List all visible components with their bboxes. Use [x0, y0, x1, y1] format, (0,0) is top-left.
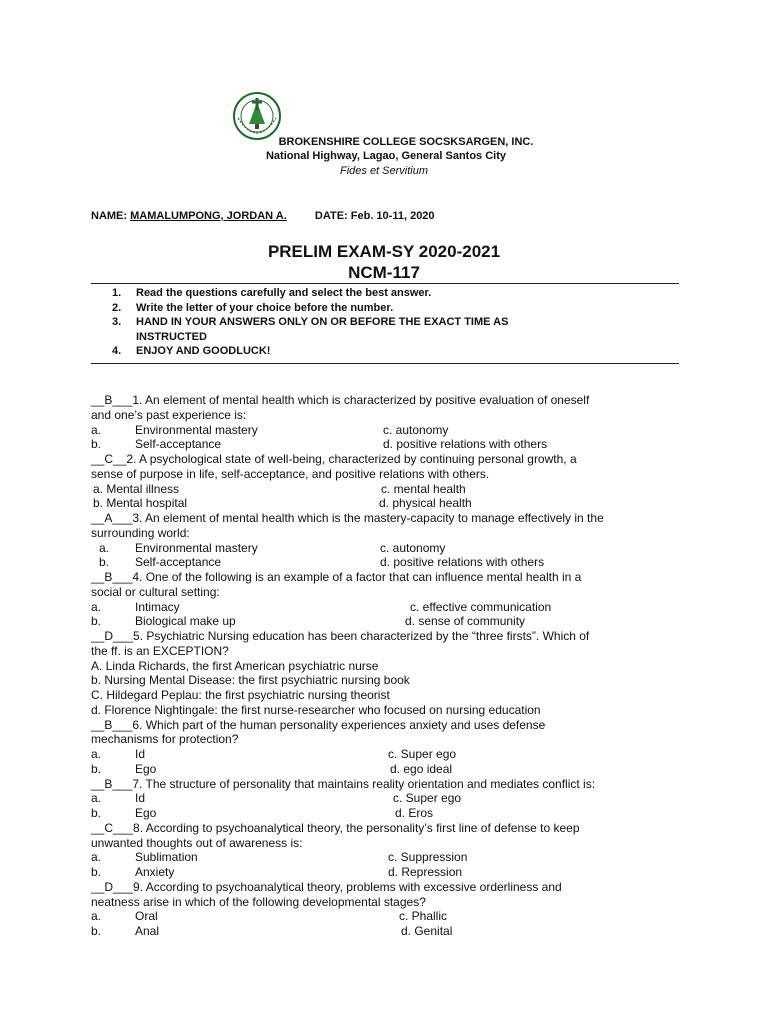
question-8-options-ac: a. Sublimation c. Suppression	[91, 850, 468, 865]
school-name: BROKENSHIRE COLLEGE SOCSKSARGEN, INC.	[278, 136, 534, 148]
question-1-options-ac: a. Environmental mastery c. autonomy	[91, 422, 449, 437]
question-3-stem-cont: surrounding world:	[91, 525, 190, 540]
question-9-options-bd: b. Anal d. Genital	[91, 924, 453, 938]
question-8-options-bd: b. Anxiety d. Repression	[91, 865, 463, 879]
school-motto: Fides et Servitium	[339, 165, 429, 177]
divider-bottom	[91, 363, 679, 364]
question-5-stem-cont: the ff. is an EXCEPTION?	[91, 643, 229, 658]
question-2-options-bd: b. Mental hospital d. physical health	[93, 496, 472, 511]
instructions-list	[112, 286, 672, 359]
date-label: DATE:	[314, 210, 348, 222]
question-3-options-ac: a. Environmental mastery c. autonomy	[99, 540, 446, 555]
question-8-stem: __C___8. According to psychoanalytical theory, the personality’s first line of defense to keep	[91, 820, 580, 835]
question-4-options-bd: b. Biological make up d. sense of community	[91, 614, 526, 629]
question-3-stem: __A___3. An element of mental health which is the mastery-capacity to manage effectively in the	[91, 511, 604, 525]
question-2-options-ac: a. Mental illness c. mental health	[93, 481, 466, 496]
school-address: National Highway, Lagao, General Santos City	[265, 150, 506, 162]
question-6-options-bd: b. Ego d. ego ideal	[91, 761, 453, 776]
question-1-stem: __B___1. An element of mental health which is characterized by positive evaluation of oneself	[91, 393, 590, 407]
questions-section	[91, 393, 681, 939]
question-7-options-bd: b. Ego d. Eros	[91, 806, 434, 820]
question-1-stem-cont: and one’s past experience is:	[91, 407, 247, 422]
question-5-option-a: A. Linda Richards, the first American psychiatric nurse	[91, 658, 379, 673]
question-2-stem: __C__2. A psychological state of well-being, characterized by continuing personal growth, a	[91, 452, 577, 466]
instruction-item: 4. ENJOY AND GOODLUCK!	[112, 345, 271, 358]
exam-subject: NCM-117	[348, 263, 420, 282]
question-4-stem-cont: social or cultural setting:	[91, 584, 220, 599]
question-5-stem: __D___5. Psychiatric Nursing education has been characterized by the “three firsts”. Which of	[91, 629, 590, 643]
instruction-item: 2. Write the letter of your choice before the number.	[112, 301, 394, 314]
question-9-options-ac: a. Oral c. Phallic	[91, 909, 448, 924]
question-4-stem: __B___4. One of the following is an example of a factor that can influence mental health in a	[91, 570, 582, 584]
instruction-item: INSTRUCTED	[136, 330, 207, 343]
student-info-line	[91, 210, 435, 222]
question-6-stem-cont: mechanisms for protection?	[91, 732, 239, 747]
divider-top	[91, 283, 679, 284]
name-label: NAME:	[91, 210, 128, 222]
question-5-option-c: C. Hildegard Peplau: the first psychiatric nursing theorist	[91, 688, 390, 702]
instruction-item: 1. Read the questions carefully and select the best answer.	[112, 287, 432, 299]
question-1-options-bd: b. Self-acceptance d. positive relations with others	[91, 437, 548, 452]
instruction-item: 3. HAND IN YOUR ANSWERS ONLY ON OR BEFORE THE EXACT TIME AS	[112, 316, 509, 329]
question-6-stem: __B___6. Which part of the human personality experiences anxiety and uses defense	[91, 717, 546, 732]
date-value: Feb. 10-11, 2020	[350, 210, 435, 222]
question-9-stem-cont: neatness arise in which of the following developmental stages?	[91, 894, 426, 909]
question-6-options-ac: a. Id c. Super ego	[91, 747, 457, 761]
question-2-stem-cont: sense of purpose in life, self-acceptance, and positive relations with others.	[91, 466, 490, 481]
question-3-options-bd: b. Self-acceptance d. positive relations with others	[99, 555, 545, 570]
name-value: MAMALUMPONG, JORDAN A.	[130, 210, 287, 222]
exam-title: PRELIM EXAM-SY 2020-2021	[267, 242, 501, 261]
question-8-stem-cont: unwanted thoughts out of awareness is:	[91, 835, 303, 850]
question-7-stem: __B___7. The structure of personality that maintains reality orientation and mediates conflict is:	[91, 776, 596, 791]
question-7-options-ac: a. Id c. Super ego	[91, 791, 462, 806]
question-5-option-d: d. Florence Nightingale: the first nurse-researcher who focused on nursing education	[91, 702, 541, 717]
question-9-stem: __D___9. According to psychoanalytical theory, problems with excessive orderliness and	[91, 879, 562, 894]
question-4-options-ac: a. Intimacy c. effective communication	[91, 599, 552, 614]
question-5-option-b: b. Nursing Mental Disease: the first psychiatric nursing book	[91, 673, 410, 688]
